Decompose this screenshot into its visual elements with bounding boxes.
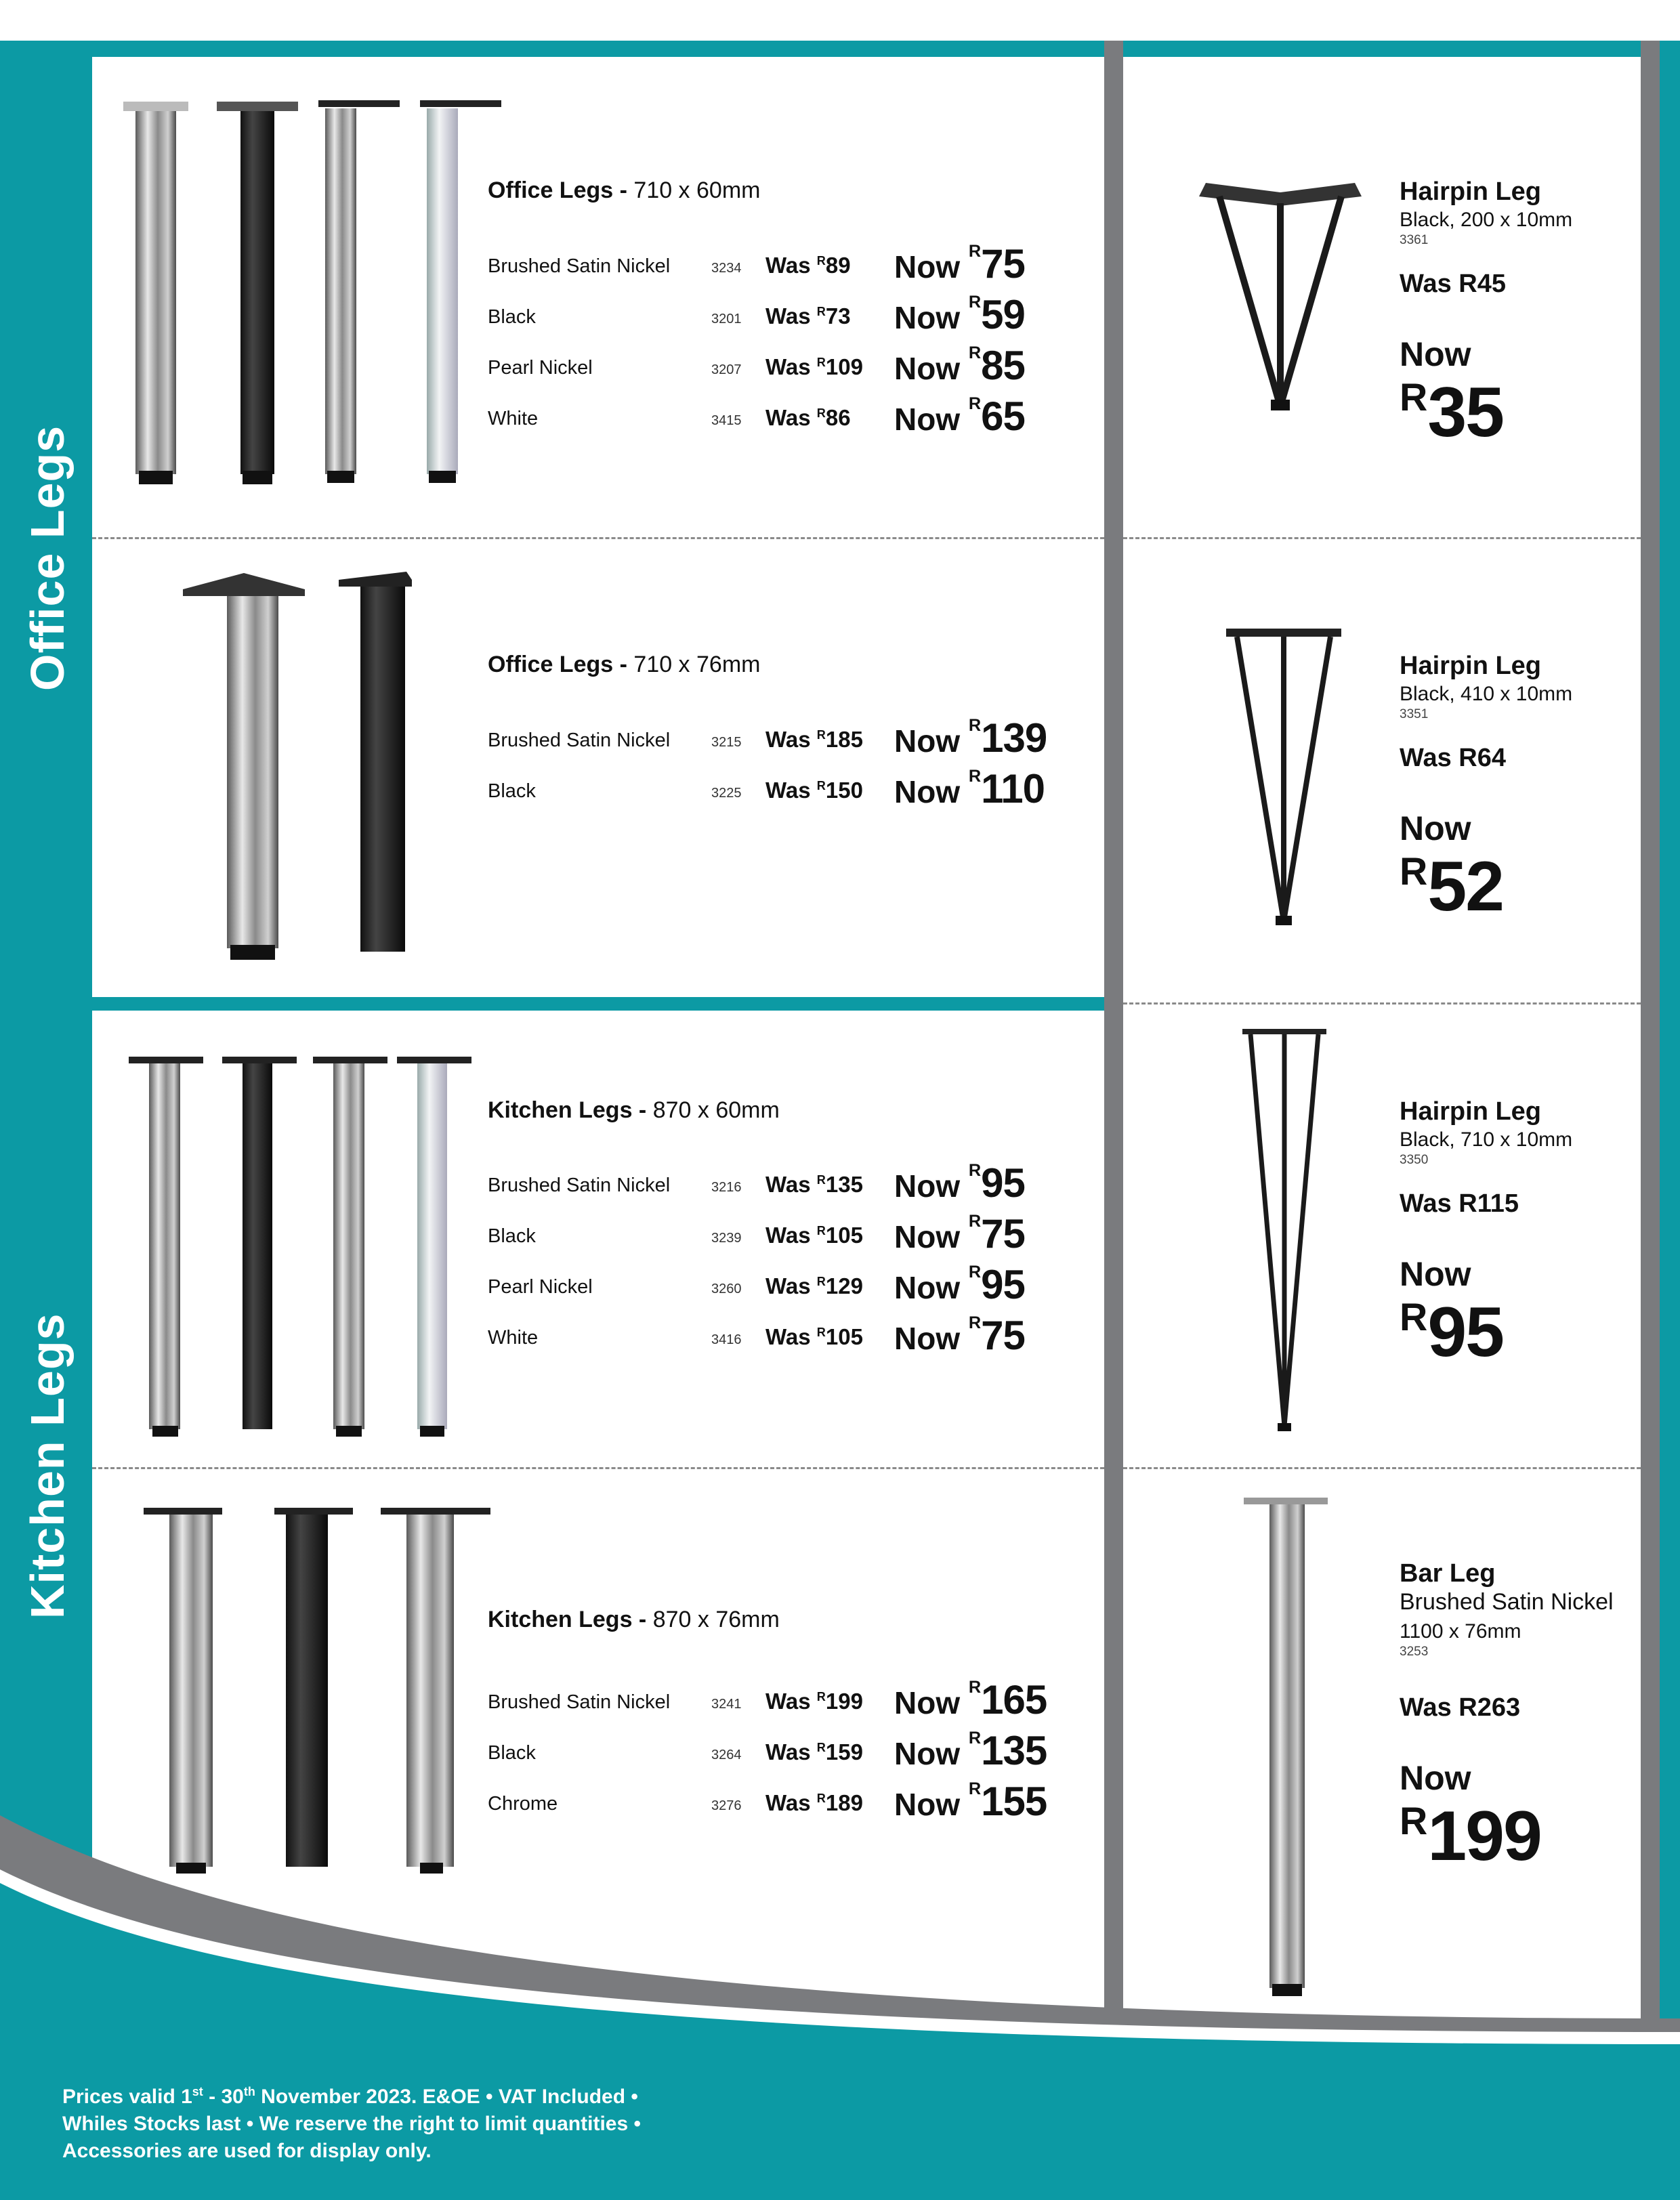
right-item-now: Now	[1400, 1255, 1471, 1293]
section-separator-band	[92, 997, 1104, 1011]
bar-leg-image	[1240, 1494, 1335, 2002]
right-item-name: Hairpin Leg	[1400, 652, 1542, 680]
right-item-was: Was R45	[1400, 270, 1506, 298]
office-76-title: Office Legs - 710 x 76mm	[488, 652, 761, 677]
office-60-row: Pearl Nickel 3207 Was $^R$109 Now $^R$85	[488, 343, 1025, 388]
hairpin-410-image	[1219, 623, 1348, 942]
kitchen-60-row: Pearl Nickel 3260 Was $^R$129 Now $^R$95	[488, 1262, 1025, 1307]
right-item-name: Hairpin Leg	[1400, 1097, 1542, 1126]
side-label-office: Office Legs	[21, 425, 74, 691]
office-60-title: Office Legs - 710 x 60mm	[488, 177, 761, 203]
office-60-row: Brushed Satin Nickel 3234 Was $^R$89 Now $^R$75	[488, 241, 1025, 287]
right-gray-border	[1641, 41, 1660, 2018]
right-item-name: Bar Leg	[1400, 1559, 1496, 1588]
right-item-desc: Brushed Satin Nickel	[1400, 1589, 1614, 1615]
kitchen-76-title: Kitchen Legs - 870 x 76mm	[488, 1607, 780, 1632]
kitchen-76-legs-image	[135, 1504, 501, 1883]
footer-line-3: Accessories are used for display only.	[62, 2140, 432, 2162]
footer-disclaimer	[62, 2078, 641, 2165]
right-item-code: 3361	[1400, 233, 1429, 247]
right-item-now: Now	[1400, 1759, 1471, 1797]
hairpin-200-image	[1199, 176, 1368, 427]
right-item-code: 3253	[1400, 1645, 1429, 1659]
kitchen-76-row: Black 3264 Was $^R$159 Now $^R$135	[488, 1728, 1047, 1773]
footer-line-2: Whiles Stocks last • We reserve the right to limit quantities •	[62, 2113, 641, 2135]
right-item-price: $^R$199	[1400, 1797, 1541, 1876]
right-item-price: $^R$52	[1400, 847, 1503, 926]
column-divider	[1104, 41, 1123, 2018]
side-label-kitchen: Kitchen Legs	[21, 1313, 74, 1619]
right-item-was: Was R64	[1400, 744, 1506, 772]
hairpin-710-image	[1237, 1026, 1332, 1439]
office-60-row: Black 3201 Was $^R$73 Now $^R$59	[488, 292, 1025, 337]
right-item-desc-size: 1100 x 76mm	[1400, 1620, 1521, 1643]
kitchen-60-row: Black 3239 Was $^R$105 Now $^R$75	[488, 1211, 1025, 1256]
right-item-name: Hairpin Leg	[1400, 177, 1542, 206]
right-item-now: Now	[1400, 809, 1471, 847]
right-item-price: $^R$35	[1400, 373, 1503, 452]
right-item-desc: Black, 710 x 10mm	[1400, 1128, 1573, 1151]
divider-office	[92, 537, 1104, 539]
office-76-row: Black 3225 Was $^R$150 Now $^R$110	[488, 766, 1045, 811]
office-76-row: Brushed Satin Nickel 3215 Was $^R$185 Now $^R$139	[488, 715, 1047, 761]
kitchen-60-legs-image	[115, 1050, 481, 1443]
kitchen-60-row: Brushed Satin Nickel 3216 Was $^R$135 Now $^R$95	[488, 1160, 1025, 1206]
kitchen-76-row: Brushed Satin Nickel 3241 Was $^R$199 Now $^R$165	[488, 1677, 1047, 1722]
right-item-code: 3350	[1400, 1153, 1429, 1167]
office-76-legs-image	[176, 569, 434, 969]
office-60-legs-image	[115, 95, 508, 494]
kitchen-60-title: Kitchen Legs - 870 x 60mm	[488, 1097, 780, 1123]
right-item-code: 3351	[1400, 707, 1429, 721]
footer-line-1: Prices valid 1st - 30th November 2023. E&OE • VAT Included •	[62, 2085, 638, 2108]
divider-right-2	[1123, 1002, 1641, 1004]
right-item-now: Now	[1400, 335, 1471, 373]
office-60-row: White 3415 Was $^R$86 Now $^R$65	[488, 394, 1025, 439]
divider-right-1	[1123, 537, 1641, 539]
divider-kitchen	[92, 1467, 1104, 1469]
right-item-price: $^R$95	[1400, 1293, 1503, 1372]
divider-right-3	[1123, 1467, 1641, 1469]
right-item-desc: Black, 410 x 10mm	[1400, 683, 1573, 705]
right-item-desc: Black, 200 x 10mm	[1400, 209, 1573, 231]
right-item-was: Was R263	[1400, 1693, 1521, 1722]
kitchen-76-row: Chrome 3276 Was $^R$189 Now $^R$155	[488, 1779, 1047, 1824]
right-teal-edge	[1660, 41, 1680, 2018]
right-item-was: Was R115	[1400, 1189, 1519, 1218]
top-teal-band	[0, 41, 1680, 57]
kitchen-60-row: White 3416 Was $^R$105 Now $^R$75	[488, 1313, 1025, 1358]
